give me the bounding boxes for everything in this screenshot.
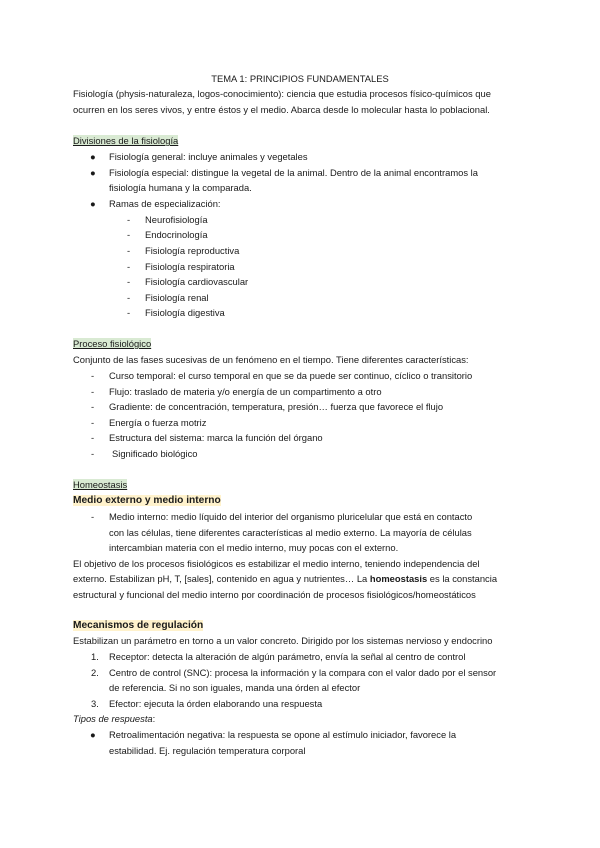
- dash-icon: -: [91, 417, 95, 428]
- dash-icon: -: [127, 261, 131, 272]
- intro-line-1: Fisiología (physis-naturaleza, logos-conocimiento): ciencia que estudia procesos físico-químicos que: [73, 88, 491, 99]
- list-item-continuation: intercambian materia con el medio interno, muy pocas con el externo.: [109, 542, 399, 553]
- bold-term: homeostasis: [369, 573, 428, 584]
- list-item: Flujo: traslado de materia y/o energía de un compartimento a otro: [109, 386, 382, 397]
- section-heading-proceso: Proceso fisiológico: [73, 338, 152, 349]
- dash-icon: -: [91, 432, 95, 443]
- list-item: Gradiente: de concentración, temperatura, presión… fuerza que favorece el flujo: [109, 401, 444, 412]
- paragraph-text: es la constancia: [427, 573, 498, 584]
- paragraph: estructural y funcional del medio interno por coordinación de procesos fisiológicos/homeostáticos: [73, 589, 476, 600]
- dash-icon: -: [91, 386, 95, 397]
- bullet-icon: ●: [90, 729, 96, 740]
- dash-icon: -: [127, 307, 131, 318]
- list-item: Receptor: detecta la alteración de algún parámetro, envía la señal al centro de control: [109, 651, 466, 662]
- bullet-icon: ●: [90, 151, 96, 162]
- list-item: Estructura del sistema: marca la función del órgano: [109, 432, 323, 443]
- dash-icon: -: [91, 448, 95, 459]
- dash-icon: -: [91, 511, 95, 522]
- list-item-continuation: con las células, tiene diferentes características al medio externo. La mayoría de células: [109, 527, 472, 538]
- dash-icon: -: [91, 370, 95, 381]
- list-item: Fisiología especial: distingue la vegetal de la animal. Dentro de la animal encontramos la: [109, 167, 478, 178]
- list-item: Efector: ejecuta la órden elaborando una respuesta: [109, 698, 323, 709]
- sub-list-item: Fisiología respiratoria: [145, 261, 235, 272]
- intro-line-2: ocurren en los seres vivos, y entre éstos y el medio. Abarca desde lo molecular hasta lo poblacional.: [73, 104, 490, 115]
- paragraph: Conjunto de las fases sucesivas de un fenómeno en el tiempo. Tiene diferentes características:: [73, 354, 469, 365]
- dash-icon: -: [91, 401, 95, 412]
- list-item: Significado biológico: [112, 448, 198, 459]
- sub-list-item: Fisiología digestiva: [145, 307, 225, 318]
- sub-list-item: Fisiología renal: [145, 292, 209, 303]
- step-number: 1.: [91, 651, 99, 662]
- paragraph: Estabilizan un parámetro en torno a un valor concreto. Dirigido por los sistemas nervioso y endocrino: [73, 635, 493, 646]
- paragraph: [73, 572, 497, 586]
- sub-list-item: Endocrinología: [145, 229, 208, 240]
- list-item-continuation: de referencia. Si no son iguales, manda una órden al efector: [109, 682, 361, 693]
- bullet-icon: ●: [90, 167, 96, 178]
- list-item: Fisiología general: incluye animales y vegetales: [109, 151, 308, 162]
- list-item: Ramas de especialización:: [109, 198, 221, 209]
- list-item: Energía o fuerza motriz: [109, 417, 207, 428]
- list-item-continuation: fisiología humana y la comparada.: [109, 182, 252, 193]
- dash-icon: -: [127, 214, 131, 225]
- list-item: Retroalimentación negativa: la respuesta se opone al estímulo iniciador, favorece la: [109, 729, 457, 740]
- tipos-label-text: Tipos de respuesta: [73, 713, 153, 724]
- sub-list-item: Fisiología reproductiva: [145, 245, 240, 256]
- sub-list-item: Fisiología cardiovascular: [145, 276, 249, 287]
- dash-icon: -: [127, 276, 131, 287]
- step-number: 3.: [91, 698, 99, 709]
- list-item: Medio interno: medio líquido del interior del organismo pluricelular que está en contacto: [109, 511, 473, 522]
- list-item: Centro de control (SNC): procesa la información y la compara con el valor dado por el sensor: [109, 667, 497, 678]
- section-heading-divisiones: Divisiones de la fisiología: [73, 135, 179, 146]
- sub-list-item: Neurofisiología: [145, 214, 208, 225]
- dash-icon: -: [127, 292, 131, 303]
- subsection-heading: Mecanismos de regulación: [73, 620, 204, 631]
- tipos-label: [73, 712, 155, 726]
- bullet-icon: ●: [90, 198, 96, 209]
- step-number: 2.: [91, 667, 99, 678]
- dash-icon: -: [127, 229, 131, 240]
- subsection-heading: Medio externo y medio interno: [73, 495, 221, 506]
- section-heading-homeostasis: Homeostasis: [73, 479, 128, 490]
- dash-icon: -: [127, 245, 131, 256]
- tipos-label-colon: :: [152, 713, 156, 724]
- paragraph-text: externo. Estabilizan pH, T, [sales], contenido en agua y nutrientes… La: [73, 573, 370, 584]
- list-item-continuation: estabilidad. Ej. regulación temperatura corporal: [109, 745, 306, 756]
- list-item: Curso temporal: el curso temporal en que se da puede ser continuo, cíclico o transitorio: [109, 370, 473, 381]
- page-title: TEMA 1: PRINCIPIOS FUNDAMENTALES: [211, 73, 389, 84]
- paragraph: El objetivo de los procesos fisiológicos es estabilizar el medio interno, teniendo independencia del: [73, 558, 480, 569]
